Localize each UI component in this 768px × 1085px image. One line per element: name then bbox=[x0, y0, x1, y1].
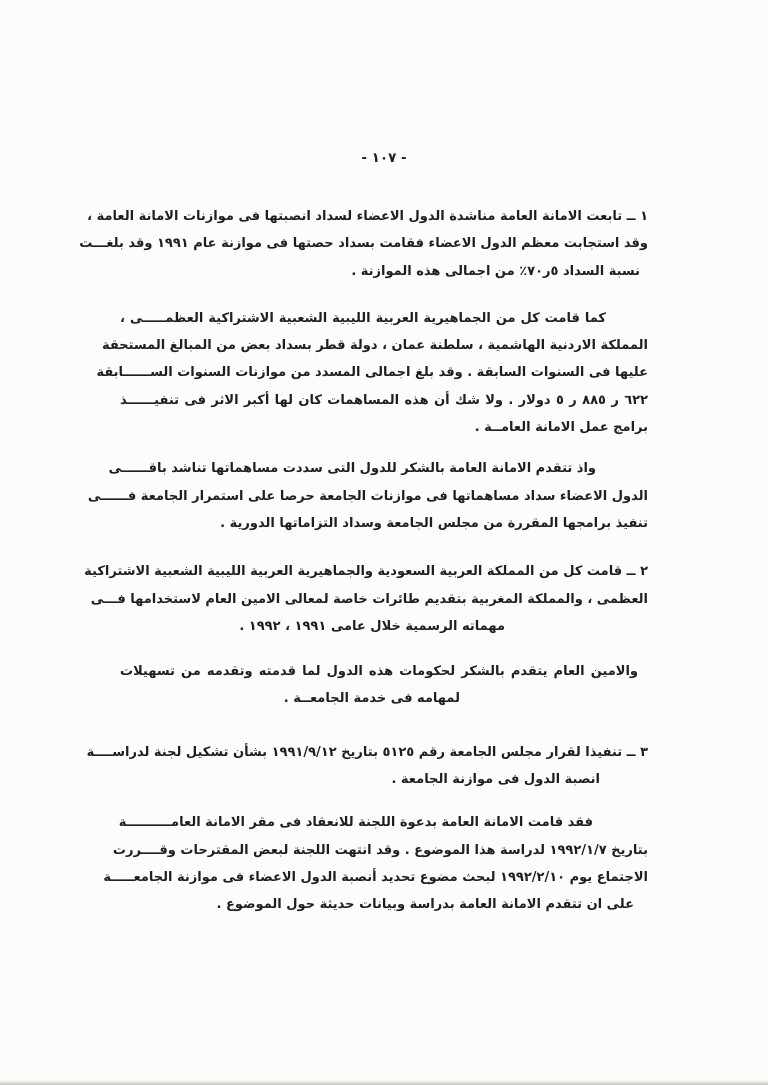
text-line: ٦٢٢ ر ٨٨٥ ر ٥ دولار . ولا شك أن هذه المساهمات كان لها أكبر الاثر فى تنفيــــــذ bbox=[120, 392, 648, 408]
paragraph-paragraph-committee-meeting bbox=[103, 809, 648, 918]
text-line: الاجتماع يوم ١٩٩٢/٢/١٠ لبحث مضوع تحديد أنصبة الدول الاعضاء فى موازنة الجامعـــــة bbox=[103, 869, 648, 885]
text-line: واذ تتقدم الامانة العامة بالشكر للدول التى سددت مساهماتها تناشد باقــــــى bbox=[108, 461, 596, 477]
text-line: ٣ ــ تنفيذا لقرار مجلس الجامعة رقم ٥١٢٥ بتاريخ ١٩٩١/٩/١٢ بشأن تشكيل لجنة لدراســــة bbox=[86, 744, 648, 760]
scan-bottom-edge bbox=[0, 1080, 768, 1085]
paragraph-paragraph-thanks-and-appeal bbox=[87, 455, 648, 537]
text-line: ١ ــ تابعت الامانة العامة مناشدة الدول الاعضاء لسداد انصبتها فى موازنات الامانة العامة ، bbox=[87, 209, 648, 224]
document-body bbox=[79, 203, 648, 919]
text-line: وقد استجابت معظم الدول الاعضاء فقامت بسداد حصتها فى موازنة عام ١٩٩١ وقد بلغـــت bbox=[79, 236, 648, 252]
text-line: العظمى ، والمملكة المغربية بتقديم طائرات خاصة لمعالى الامين العام لاستخدامها فـــى bbox=[90, 591, 648, 607]
text-line: كما قامت كل من الجماهيرية العربية الليبية الشعبية الاشتراكية العظمـــــى ، bbox=[120, 310, 606, 326]
text-line: على ان تتقدم الامانة العامة بدراسة وبيانات حديثة حول الموضوع . bbox=[216, 897, 634, 913]
text-line: تنفيذ برامجها المقررة من مجلس الجامعة وسداد التزاماتها الدورية . bbox=[220, 515, 648, 531]
text-line: لمهامه فى خدمة الجامعــة . bbox=[283, 691, 460, 707]
text-line: نسبة السداد ٥ر٧٠٪ من اجمالى هذه الموازنة . bbox=[351, 263, 640, 279]
page-number: - ١٠٧ - bbox=[361, 150, 407, 166]
text-line: بتاريخ ١٩٩٢/١/٧ لدراسة هذا الموضوع . وقد انتهت اللجنة لبعض المقترحات وقــــررت bbox=[112, 842, 648, 858]
paragraph-paragraph-sg-thanks bbox=[120, 658, 648, 713]
text-line: انصبة الدول فى موازنة الجامعة . bbox=[391, 772, 600, 788]
text-line: والامين العام يتقدم بالشكر لحكومات هذه الدول لما قدمته وتقدمه من تسهيلات bbox=[120, 664, 638, 680]
text-line: المملكة الاردنية الهاشمية ، سلطنة عمان ، دولة قطر بسداد بعض من المبالغ المستحقة bbox=[101, 338, 648, 354]
paragraph-item-2-private-aircraft bbox=[84, 558, 648, 640]
text-line: برامج عمل الامانة العامــة . bbox=[474, 420, 648, 436]
text-line: فقد قامت الامانة العامة بدعوة اللجنة للانعقاد فى مقر الامانة العامــــــــــة bbox=[118, 815, 593, 831]
text-line: عليها فى السنوات السابقة . وقد بلغ اجمالى المسدد من موازنات السنوات الســــــابقة bbox=[96, 365, 648, 381]
text-line: ٢ ــ قامت كل من المملكة العربية السعودية والجماهيرية العربية الليبية الشعبية الاشتراكية bbox=[84, 564, 648, 580]
text-line: الدول الاعضاء سداد مساهماتها فى موازنات الجامعة حرصا على استمرار الجامعة فــــــى bbox=[87, 488, 648, 504]
paragraph-item-3-council-resolution bbox=[86, 739, 648, 794]
paragraph-paragraph-arrears-payments bbox=[96, 305, 648, 441]
text-line: مهماته الرسمية خلال عامى ١٩٩١ ، ١٩٩٢ . bbox=[239, 618, 505, 634]
paragraph-item-1-budget-contributions bbox=[79, 203, 648, 285]
